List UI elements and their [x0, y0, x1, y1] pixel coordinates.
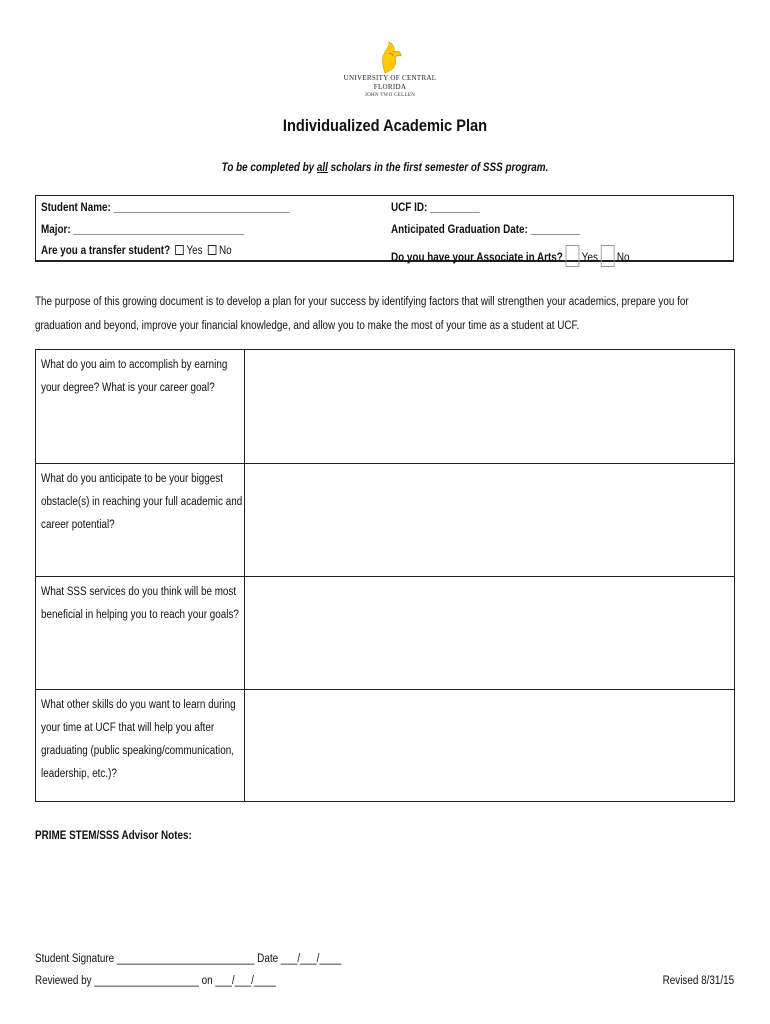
- purpose-line: The purpose of this growing document is to develop a plan for your success by identifying factors that will strengthen your academics, prepare you for: [35, 296, 689, 308]
- question-cell: [36, 690, 245, 802]
- transfer-yes-label: Yes: [186, 245, 203, 257]
- question-line: What do you aim to accomplish by earning: [41, 359, 228, 371]
- question-text: [41, 468, 247, 537]
- pegasus-logo-icon: [377, 40, 403, 74]
- student-info-box: [35, 195, 734, 262]
- question-row: [36, 463, 734, 577]
- question-row: [36, 350, 734, 463]
- purpose-line: graduation and beyond, improve your financial knowledge, and allow you to make the most of your time as a student at UCF.: [35, 320, 580, 332]
- transfer-question-row: [41, 245, 232, 257]
- advisor-notes-label: PRIME STEM/SSS Advisor Notes:: [35, 830, 192, 842]
- logo-college-name: JOHN TWO CELLEN: [364, 93, 416, 98]
- question-text: [41, 354, 247, 400]
- question-text: [41, 581, 247, 627]
- transfer-question-label: Are you a transfer student?: [41, 245, 171, 257]
- transfer-no-checkbox[interactable]: [208, 245, 217, 255]
- answer-cell[interactable]: [246, 690, 734, 802]
- subtitle-underlined: all: [316, 162, 328, 174]
- question-row: [36, 689, 734, 802]
- question-line: graduating (public speaking/communication,: [41, 745, 234, 757]
- question-line: What SSS services do you think will be most: [41, 586, 237, 598]
- answer-cell[interactable]: [246, 464, 734, 577]
- associate-no-checkbox[interactable]: [600, 245, 614, 267]
- question-row: [36, 576, 734, 690]
- associate-yes-label: Yes: [581, 252, 598, 264]
- question-line: your time at UCF that will help you after: [41, 722, 215, 734]
- question-line: obstacle(s) in reaching your full academic and: [41, 496, 243, 508]
- associate-yes-checkbox[interactable]: [565, 245, 579, 267]
- ucf-logo: [330, 40, 450, 100]
- purpose-paragraph: [35, 290, 723, 338]
- answer-cell[interactable]: [246, 350, 734, 463]
- revised-date: Revised 8/31/15: [662, 975, 734, 987]
- subtitle-after: scholars in the first semester of SSS program.: [327, 162, 549, 174]
- subtitle: [54, 162, 716, 174]
- ucf-id-field[interactable]: UCF ID: _________: [391, 202, 480, 214]
- transfer-yes-checkbox[interactable]: [175, 245, 184, 255]
- question-cell: [36, 350, 245, 463]
- question-line: What other skills do you want to learn during: [41, 699, 236, 711]
- page-title: Individualized Academic Plan: [282, 116, 488, 135]
- question-line: leadership, etc.)?: [41, 768, 117, 780]
- associate-question-row: [391, 245, 629, 267]
- question-line: your degree? What is your career goal?: [41, 382, 215, 394]
- question-line: career potential?: [41, 519, 115, 531]
- student-name-field[interactable]: Student Name: ________________________________: [41, 202, 290, 214]
- question-cell: [36, 464, 245, 577]
- answer-cell[interactable]: [246, 577, 734, 690]
- question-cell: [36, 577, 245, 690]
- questions-table: [35, 349, 735, 802]
- question-text: [41, 694, 247, 786]
- logo-university-name: UNIVERSITY OF CENTRAL FLORIDA: [343, 74, 437, 91]
- question-line: beneficial in helping you to reach your goals?: [41, 609, 239, 621]
- student-signature-line[interactable]: Student Signature _________________________ Date ___/___/____: [35, 953, 342, 965]
- transfer-no-label: No: [218, 245, 232, 257]
- associate-question-label: Do you have your Associate in Arts?: [391, 252, 563, 264]
- question-line: What do you anticipate to be your biggest: [41, 473, 223, 485]
- reviewed-by-line[interactable]: Reviewed by ___________________ on ___/___/____: [35, 975, 276, 987]
- major-field[interactable]: Major: _______________________________: [41, 224, 244, 236]
- graduation-date-field[interactable]: Anticipated Graduation Date: _________: [391, 224, 581, 236]
- associate-no-label: No: [616, 252, 630, 264]
- subtitle-before: To be completed by: [221, 162, 317, 174]
